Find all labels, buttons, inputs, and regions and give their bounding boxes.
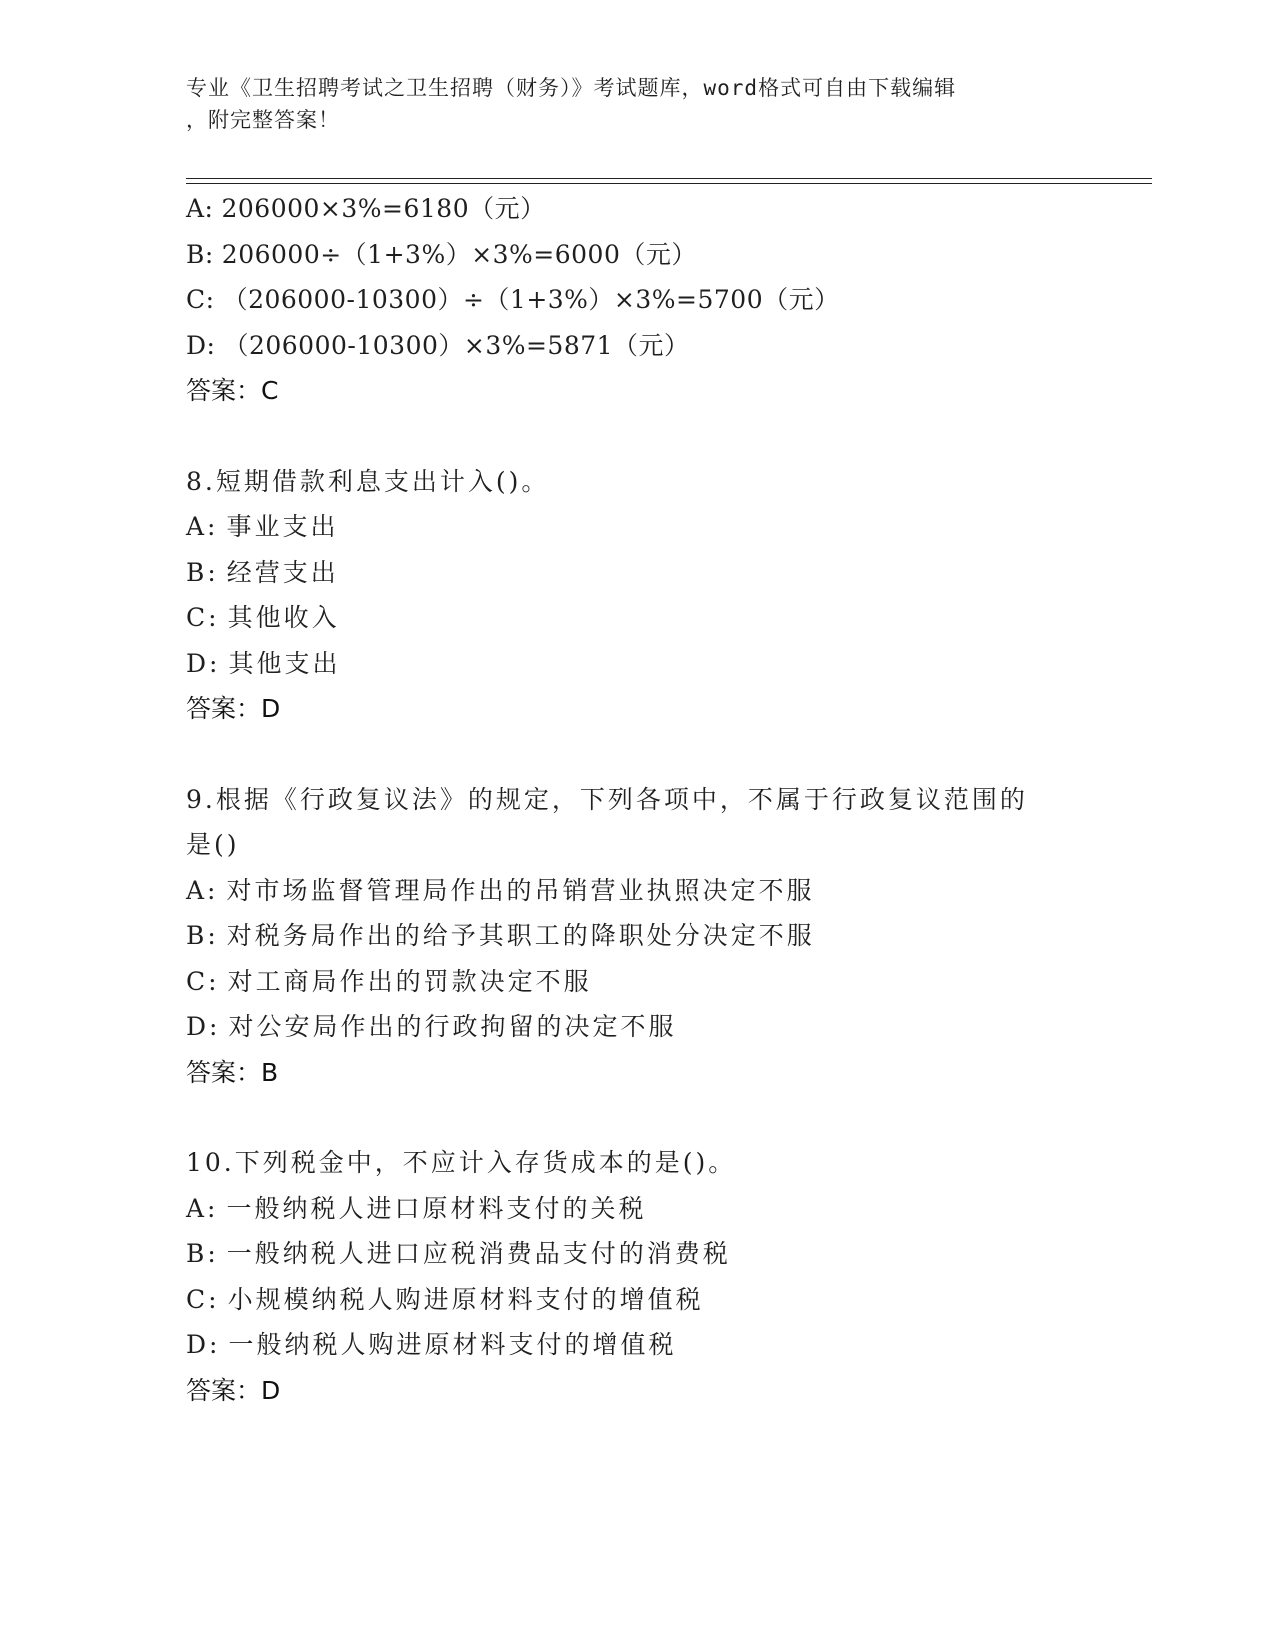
option-text: 一般纳税人进口原材料支付的关税 [226, 1193, 647, 1223]
option-text: 206000×3%=6180（元） [221, 194, 546, 223]
question-7 [186, 186, 1146, 414]
question-8-option-b [186, 550, 1146, 596]
question-8-answer [186, 686, 1146, 732]
option-text: 其他支出 [228, 648, 341, 678]
question-7-option-c [186, 277, 1146, 323]
question-8-option-a [186, 504, 1146, 550]
header-line-1: 专业《卫生招聘考试之卫生招聘（财务）》考试题库，word格式可自由下载编辑 [186, 76, 957, 100]
question-8-option-c [186, 595, 1146, 641]
option-text: 其他收入 [227, 603, 340, 632]
option-letter: B: [186, 921, 219, 950]
question-7-option-d [186, 323, 1146, 369]
question-10-option-d [186, 1322, 1146, 1368]
answer-value: B [261, 1057, 279, 1087]
document-header [186, 72, 1066, 136]
answer-label: 答案： [186, 1375, 262, 1405]
question-10-option-c [186, 1277, 1146, 1323]
option-letter: A: [186, 194, 214, 223]
option-text: 小规模纳税人购进原材料支付的增值税 [227, 1284, 704, 1314]
option-letter: D: [186, 1012, 221, 1041]
question-8-stem: 8.短期借款利息支出计入()。 [186, 466, 550, 496]
answer-value: D [261, 1375, 281, 1405]
answer-label: 答案： [186, 694, 262, 723]
option-letter: D: [186, 330, 216, 360]
question-9-stem-line-1: 9.根据《行政复议法》的规定，下列各项中，不属于行政复议范围的 [186, 784, 1028, 814]
option-letter: B: [186, 557, 219, 587]
option-letter: C: [186, 966, 220, 996]
option-text: 对税务局作出的给予其职工的降职处分决定不服 [226, 921, 815, 950]
question-9-option-d [186, 1004, 1146, 1050]
option-text: 事业支出 [226, 512, 339, 541]
question-7-option-a [186, 186, 1146, 232]
option-text: 对公安局作出的行政拘留的决定不服 [228, 1012, 677, 1041]
option-letter: D: [186, 648, 221, 678]
question-8-option-d [186, 641, 1146, 687]
question-9-answer [186, 1050, 1146, 1096]
question-9-stem-line-2: 是() [186, 830, 240, 859]
answer-label: 答案： [186, 376, 262, 405]
option-text: 一般纳税人进口应税消费品支付的消费税 [226, 1239, 731, 1268]
answer-value: D [261, 694, 281, 723]
option-letter: B: [186, 239, 214, 269]
option-text: 206000÷（1+3%）×3%=6000（元） [221, 239, 697, 269]
option-letter: C: [186, 285, 215, 314]
option-text: 一般纳税人购进原材料支付的增值税 [228, 1330, 677, 1359]
option-text: 对市场监督管理局作出的吊销营业执照决定不服 [226, 875, 815, 905]
spacer [186, 1095, 1146, 1140]
question-10-stem: 10.下列税金中，不应计入存货成本的是()。 [186, 1148, 737, 1177]
question-7-answer [186, 368, 1146, 414]
question-9-option-a [186, 868, 1146, 914]
header-line-2: ，附完整答案！ [186, 108, 340, 132]
spacer [186, 414, 1146, 459]
question-10-option-a [186, 1186, 1146, 1232]
option-text: 经营支出 [226, 557, 339, 587]
question-8 [186, 459, 1146, 732]
option-letter: B: [186, 1239, 219, 1268]
option-letter: A: [186, 512, 219, 541]
question-10 [186, 1140, 1146, 1413]
option-letter: D: [186, 1330, 221, 1359]
question-9-option-b [186, 913, 1146, 959]
question-9-option-c [186, 959, 1146, 1005]
option-letter: A: [186, 875, 219, 905]
question-7-option-b [186, 232, 1146, 278]
question-list [186, 186, 1146, 1413]
answer-value: C [261, 376, 279, 405]
question-10-option-b [186, 1231, 1146, 1277]
option-letter: C: [186, 1284, 220, 1314]
spacer [186, 732, 1146, 777]
question-9 [186, 777, 1146, 1096]
option-text: （206000-10300）÷（1+3%）×3%=5700（元） [222, 285, 840, 314]
header-divider-bottom [186, 183, 1152, 184]
option-text: 对工商局作出的罚款决定不服 [227, 966, 592, 996]
question-10-answer [186, 1368, 1146, 1414]
option-letter: C: [186, 603, 220, 632]
option-text: （206000-10300）×3%=5871（元） [223, 330, 690, 360]
option-letter: A: [186, 1193, 219, 1223]
header-divider-top [186, 178, 1152, 179]
answer-label: 答案： [186, 1057, 262, 1087]
